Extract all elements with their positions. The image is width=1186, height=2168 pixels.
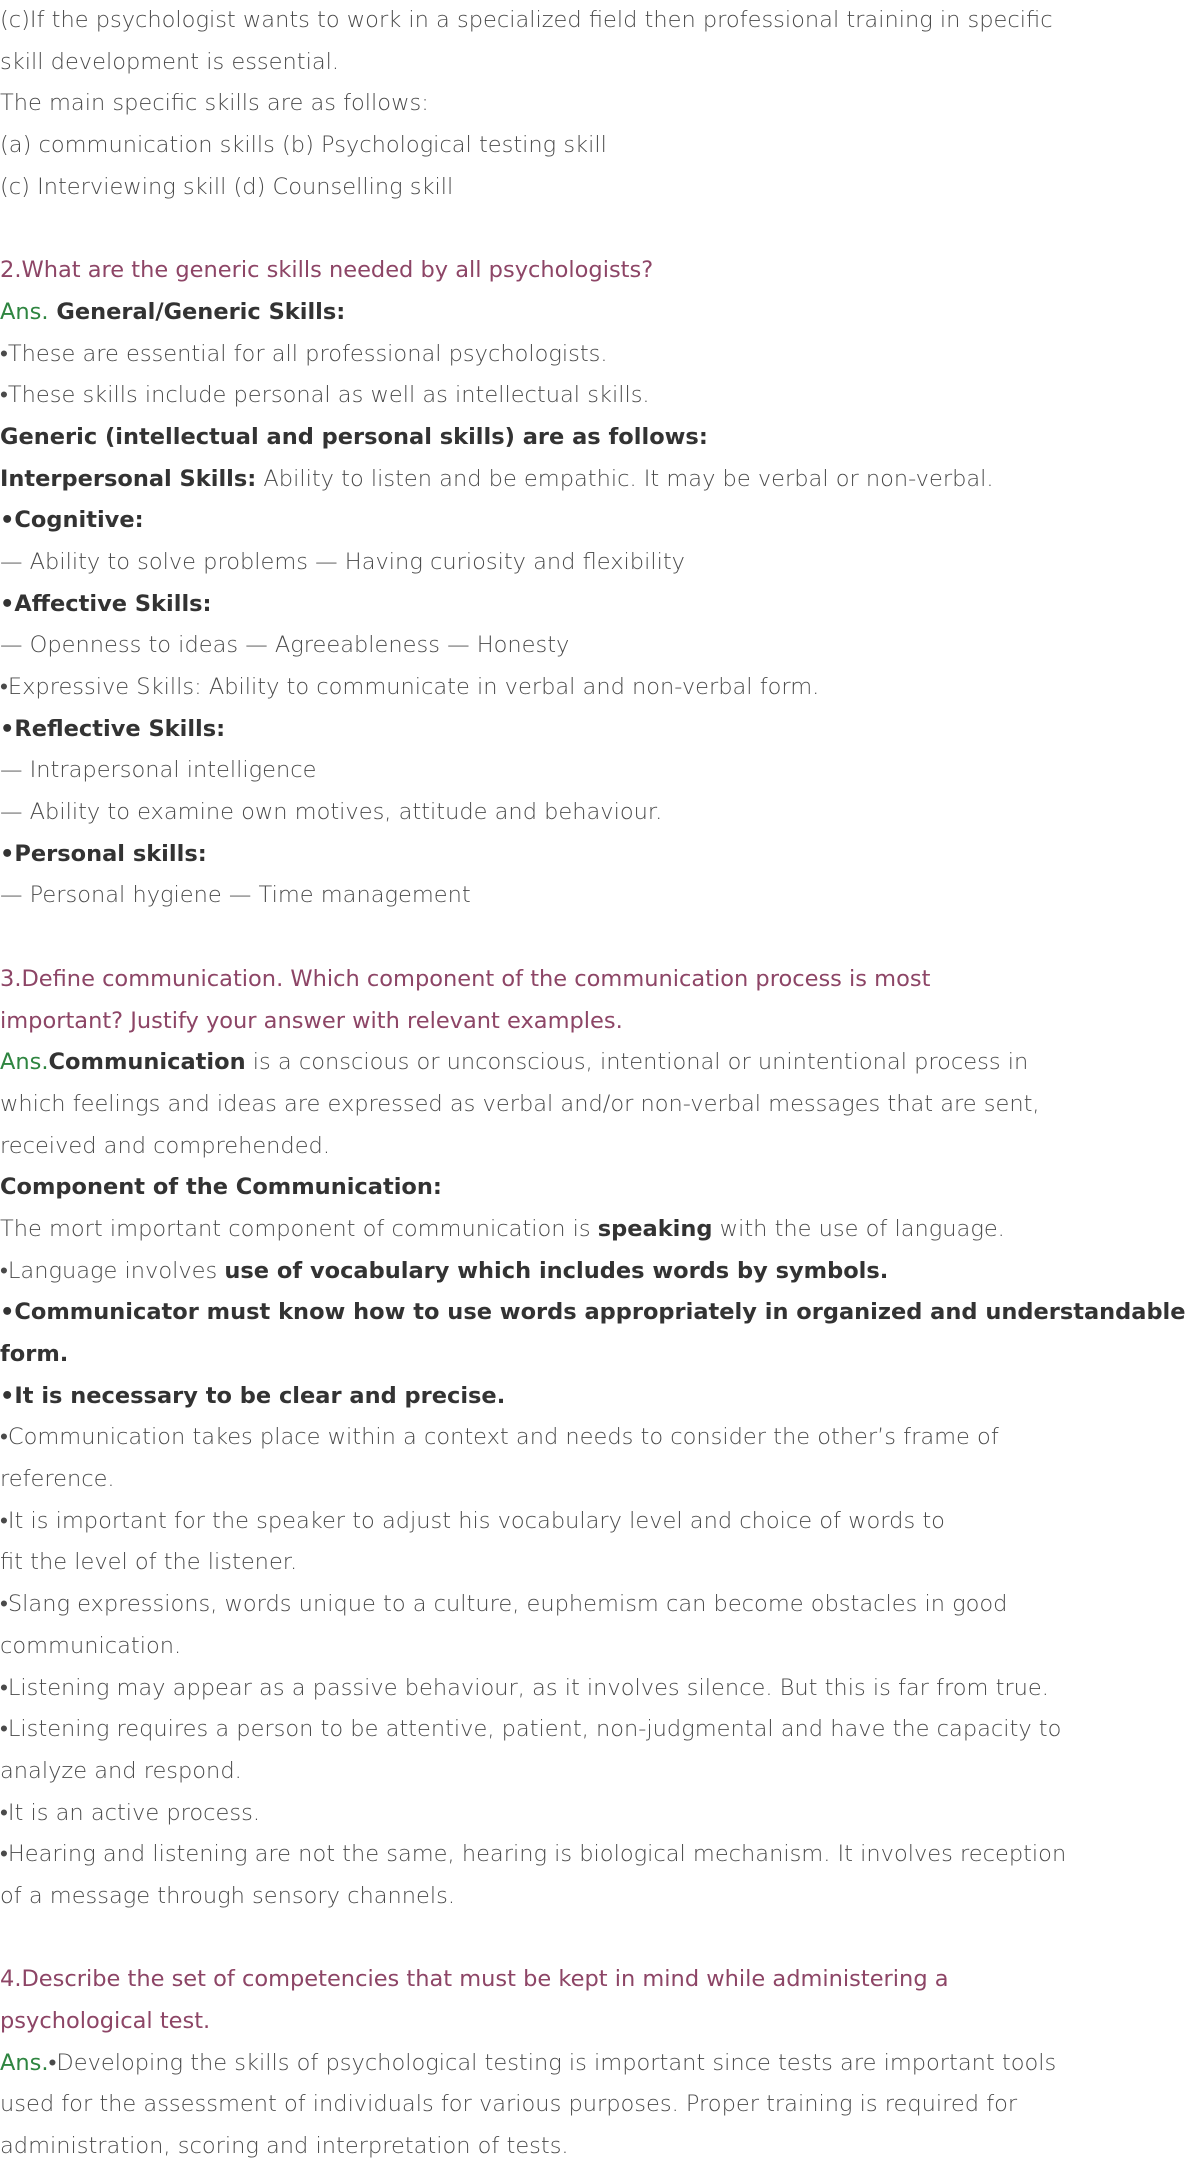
q2-reflective-2: — Ability to examine own motives, attitude and behaviour. <box>0 799 663 826</box>
q2-expressive-text: •Expressive Skills: Ability to communicate in verbal and non-verbal form. <box>0 674 820 700</box>
spacer <box>0 208 1050 250</box>
q3-adjust-line-2: fit the level of the listener. <box>0 1549 298 1576</box>
q3-definition-line-1 <box>0 1042 1050 1084</box>
q2-answer-heading <box>0 292 1050 334</box>
important-pre: The mort important component of communication is <box>0 1215 598 1242</box>
definition-rest: is a conscious or unconscious, intentional or unintentional process in <box>245 1049 1029 1076</box>
q3-clear: •It is necessary to be clear and precise. <box>0 1382 506 1409</box>
q2-reflective-heading: •Reflective Skills: <box>0 715 226 742</box>
q4-answer-line-1 <box>0 2043 1057 2085</box>
q2-personal-text: — Personal hygiene — Time management <box>0 882 471 909</box>
q2-affective-heading: •Affective Skills: <box>0 590 212 617</box>
language-bold: use of vocabulary which includes words by symbols. <box>224 1257 889 1284</box>
q3-active: •It is an active process. <box>0 1799 260 1826</box>
q3-hearing-line-1: •Hearing and listening are not the same, hearing is biological mechanism. It involves reception <box>0 1841 1067 1868</box>
important-bold: speaking <box>597 1215 713 1242</box>
interpersonal-text: Ability to listen and be empathic. It may be verbal or non-verbal. <box>256 465 994 492</box>
q3-slang-line-1: •Slang expressions, words unique to a culture, euphemism can become obstacles in good <box>0 1591 1008 1618</box>
q4-answer-line-3: administration, scoring and interpretation of tests. <box>0 2133 569 2160</box>
question-4-line-2: psychological test. <box>0 2008 211 2034</box>
intro-line-5: (c) Interviewing skill (d) Counselling skill <box>0 173 454 200</box>
q4-answer-line-2: used for the assessment of individuals for various purposes. Proper training is required for <box>0 2091 1018 2118</box>
intro-line-2: skill development is essential. <box>0 48 340 75</box>
q2-reflective-1: — Intrapersonal intelligence <box>0 757 317 784</box>
intro-line-3: The main specific skills are as follows: <box>0 90 429 117</box>
q3-adjust-line-1: •It is important for the speaker to adjust his vocabulary level and choice of words to <box>0 1507 945 1534</box>
q3-hearing-line-2: of a message through sensory channels. <box>0 1882 455 1909</box>
question-4-line-1: 4.Describe the set of competencies that must be kept in mind while administering a <box>0 1966 949 1993</box>
q3-communicator-line-1: •Communicator must know how to use words appropriately in organized and understandable <box>0 1299 1186 1326</box>
spacer <box>0 1918 1050 1960</box>
communication-term: Communication <box>48 1049 246 1076</box>
q3-listening-2-line-2: analyze and respond. <box>0 1757 242 1784</box>
q2-cognitive-text: — Ability to solve problems — Having curiosity and flexibility <box>0 548 685 575</box>
q3-important <box>0 1209 1050 1251</box>
q3-listening-2-line-1: •Listening requires a person to be attentive, patient, non-judgmental and have the capacity to <box>0 1716 1062 1743</box>
interpersonal-label: Interpersonal Skills: <box>0 465 257 492</box>
q2-cognitive-heading: •Cognitive: <box>0 507 144 534</box>
q3-definition-line-2: which feelings and ideas are expressed as verbal and/or non-verbal messages that are sent, <box>0 1090 1040 1117</box>
question-2: 2.What are the generic skills needed by all psychologists? <box>0 257 654 284</box>
q4-answer-rest: •Developing the skills of psychological testing is important since tests are important tools <box>48 2049 1057 2076</box>
spacer <box>0 917 1050 959</box>
q3-language <box>0 1251 1050 1293</box>
q2-point-1: •These are essential for all professional psychologists. <box>0 340 608 367</box>
q3-listening-1: •Listening may appear as a passive behaviour, as it involves silence. But this is far from true. <box>0 1674 1049 1701</box>
question-3-line-1: 3.Define communication. Which component of the communication process is most <box>0 965 931 992</box>
q3-definition-line-3: received and comprehended. <box>0 1132 330 1159</box>
ans-label: Ans. <box>0 1049 49 1076</box>
q3-component-heading: Component of the Communication: <box>0 1174 442 1201</box>
intro-line-4: (a) communication skills (b) Psychological testing skill <box>0 132 607 159</box>
ans-label: Ans. <box>0 298 49 325</box>
q3-context-line-1: •Communication takes place within a context and needs to consider the other’s frame of <box>0 1424 999 1451</box>
question-3-line-2: important? Justify your answer with relevant examples. <box>0 1007 623 1034</box>
q2-interpersonal <box>0 459 1050 501</box>
important-post: with the use of language. <box>712 1215 1005 1242</box>
intro-line-1: (c)If the psychologist wants to work in a specialized field then professional training in specific <box>0 7 1053 33</box>
language-pre: •Language involves <box>0 1257 225 1284</box>
q2-personal-heading: •Personal skills: <box>0 840 207 867</box>
q2-generic-heading: Generic (intellectual and personal skills) are as follows: <box>0 423 708 450</box>
q3-context-line-2: reference. <box>0 1466 115 1493</box>
ans-label: Ans. <box>0 2049 49 2076</box>
q2-heading: General/Generic Skills: <box>48 298 346 325</box>
q3-communicator-line-2: form. <box>0 1341 69 1367</box>
q2-affective-text: — Openness to ideas — Agreeableness — Honesty <box>0 632 570 659</box>
q2-point-2: •These skills include personal as well as intellectual skills. <box>0 382 650 409</box>
q3-slang-line-2: communication. <box>0 1632 182 1659</box>
